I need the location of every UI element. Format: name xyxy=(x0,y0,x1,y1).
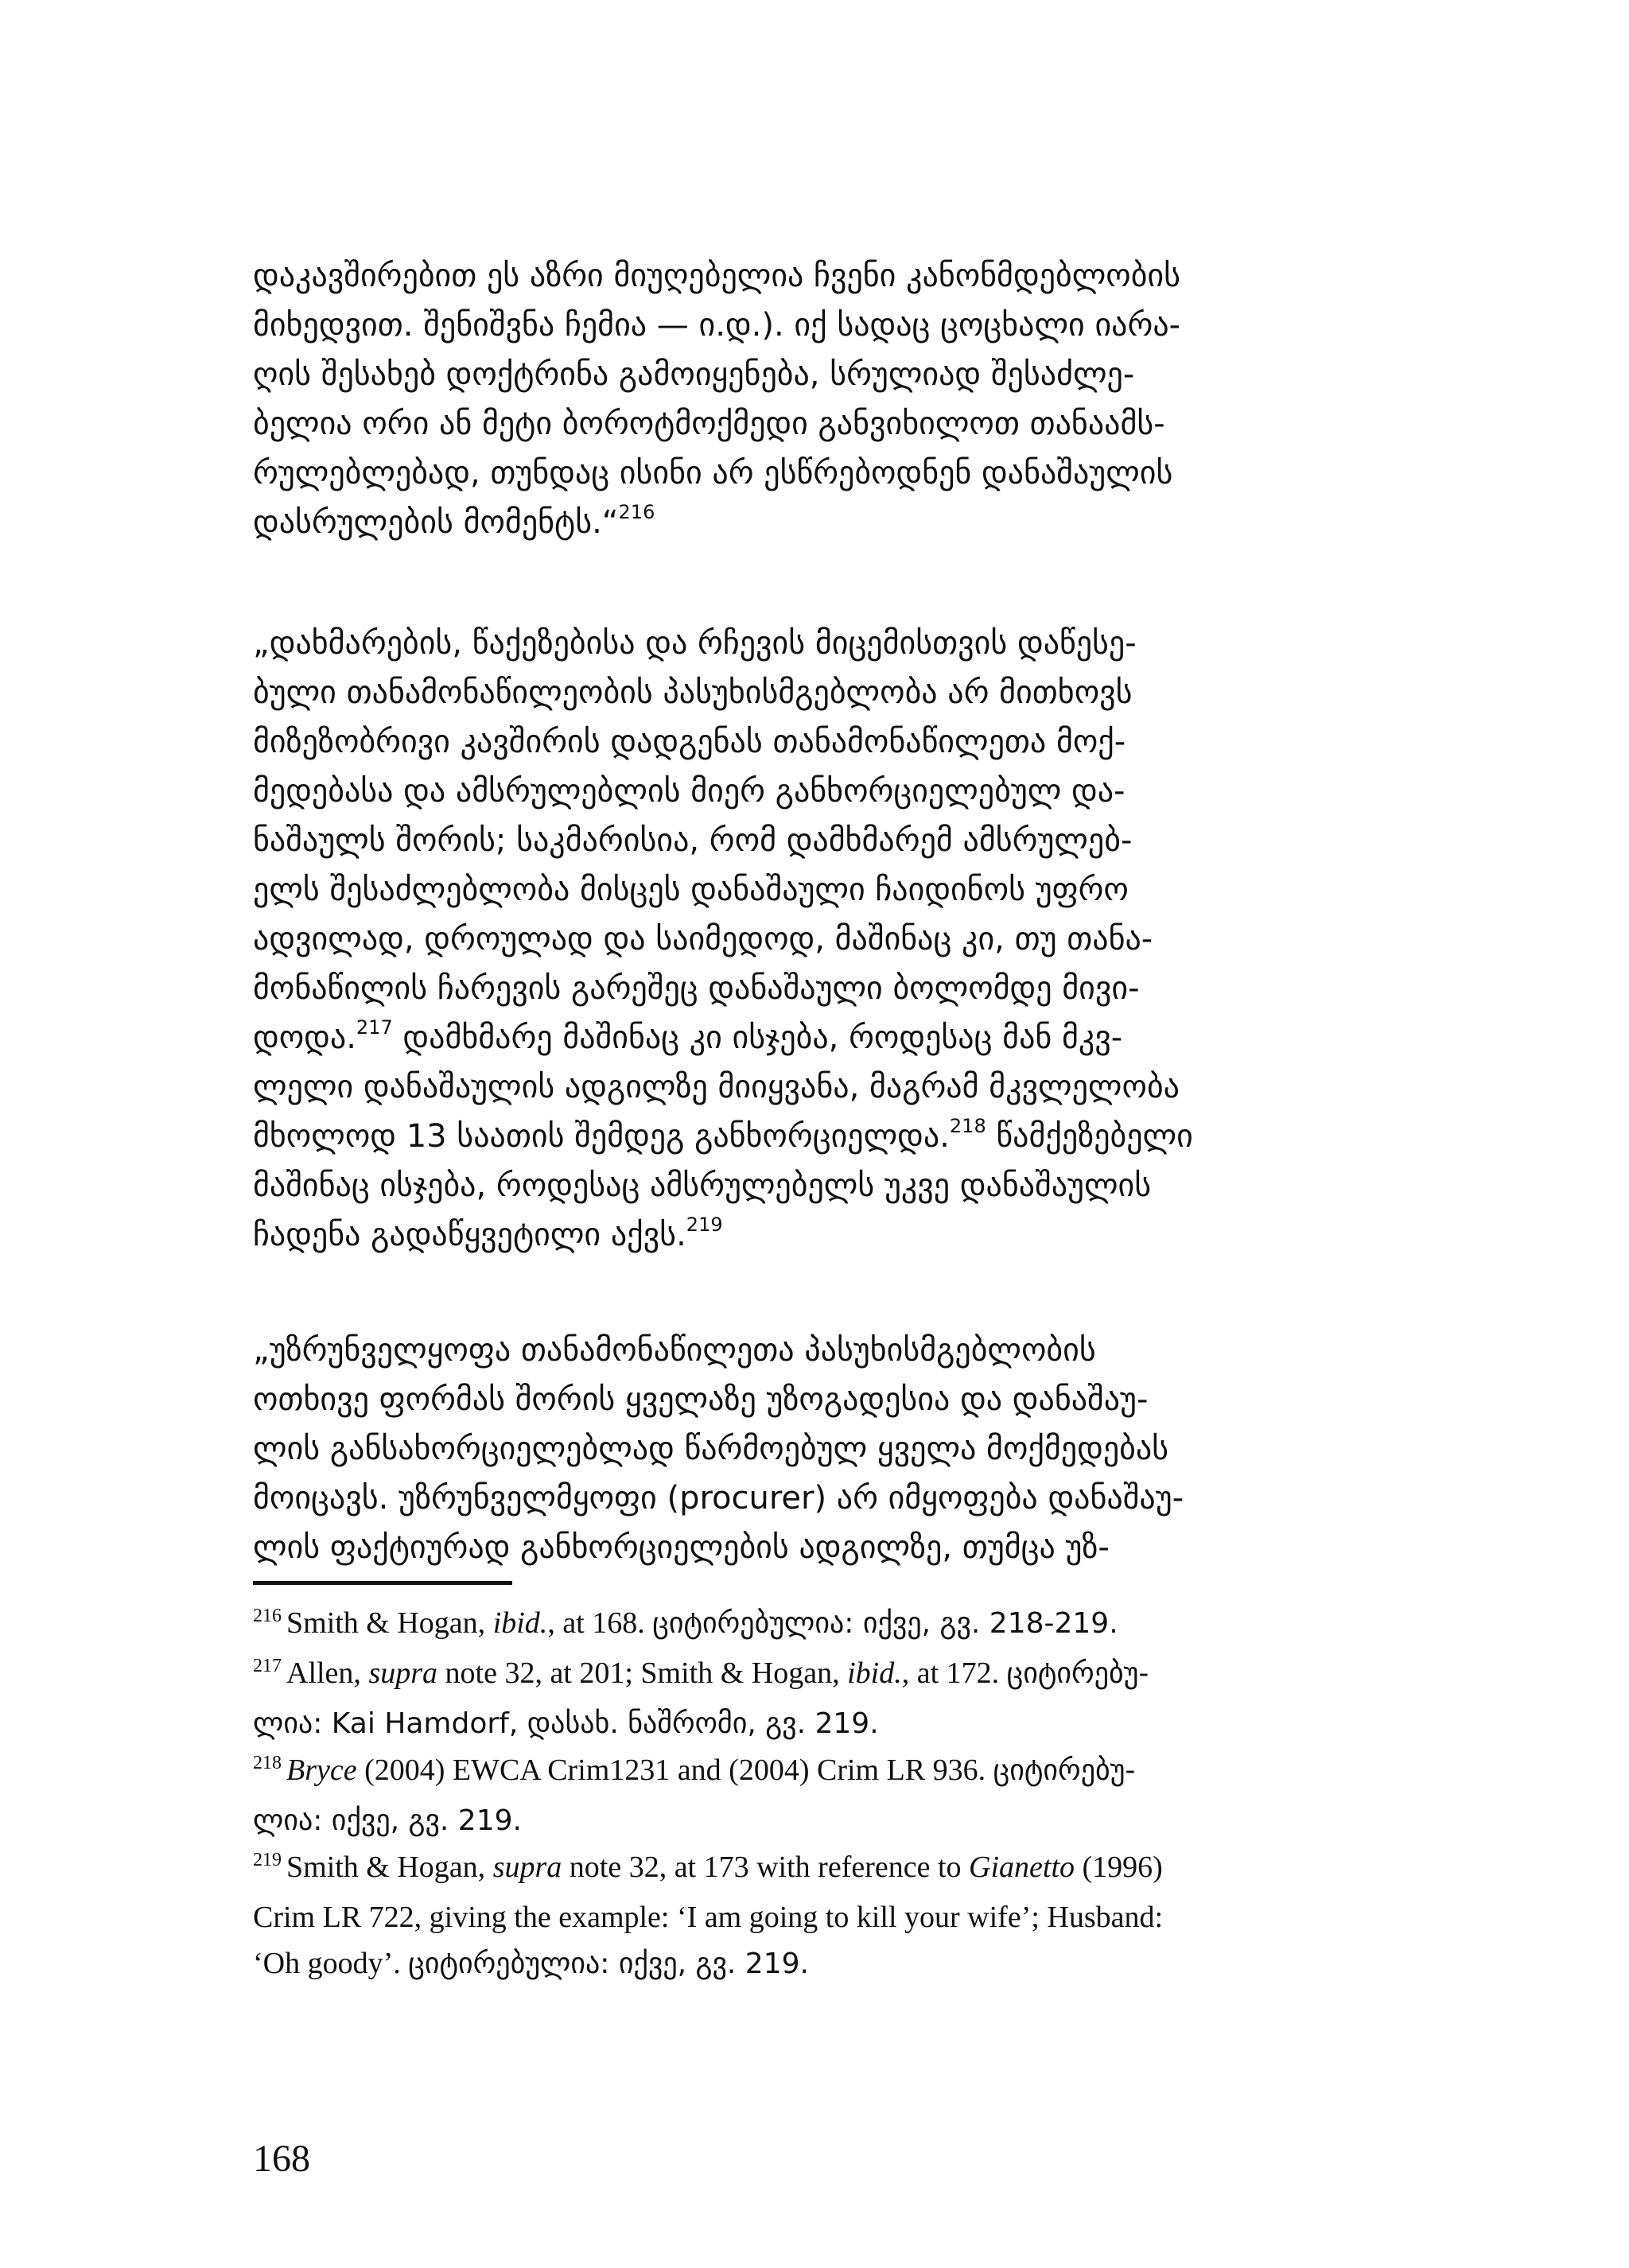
footnote-text: , at 168. xyxy=(547,1606,653,1640)
body-paragraph-1 xyxy=(253,251,1332,547)
footnote-separator xyxy=(253,1581,512,1585)
footnotes-section xyxy=(253,1600,1332,1987)
page-number: 168 xyxy=(253,2138,310,2180)
body-paragraph-3 xyxy=(253,1326,1332,1572)
footnote-216 xyxy=(253,1600,1332,1650)
footnote-text: (1996) Crim LR 722, giving the example: ‘I am going to kill your wife’; Husband: ‘Oh goody’. xyxy=(253,1851,1164,1980)
footnote-ref-219[interactable]: 219 xyxy=(686,1213,723,1236)
footnote-italic: Bryce xyxy=(286,1753,357,1787)
footnote-citation: ციტირებუ- xyxy=(1006,1657,1149,1690)
footnote-italic: Gianetto xyxy=(969,1851,1075,1884)
footnote-ref-217[interactable]: 217 xyxy=(356,1016,393,1039)
footnote-text: note 32, at 173 with reference to xyxy=(562,1851,970,1884)
paragraph-text: დაკავშირებით ეს აზრი მიუღებელია ჩვენი კანონმდებლობის მიხედვით. შენიშვნა ჩემია — ი.დ.). იქ სადაც ცოცხალი იარა- ღის შესახებ დოქტრინა გამოიყენება, სრულიად შესაძლე- ბელია ორი ან მეტი ბოროტმოქმედი განვიხილოთ თანაამს- რულებლებად, თუნდაც ისინი არ ესწრებოდნენ დანაშაულის დასრულების მომენტს.“ xyxy=(253,258,1181,541)
footnote-text: Smith & Hogan, xyxy=(286,1851,493,1884)
footnote-number: 217 xyxy=(253,1656,282,1676)
footnote-text: Allen, xyxy=(286,1656,369,1690)
footnote-number: 218 xyxy=(253,1753,282,1773)
footnote-italic: ibid. xyxy=(847,1656,902,1690)
footnote-citation: ლია: Kai Hamdorf, დასახ. ნაშრომი, გვ. 219. xyxy=(253,1707,879,1740)
footnote-text: , at 172. xyxy=(901,1656,1007,1690)
footnote-citation: ციტირებულია: იქვე, გვ. 218-219. xyxy=(652,1607,1118,1640)
footnote-italic: ibid. xyxy=(492,1606,548,1640)
footnote-citation: ციტირებუ- xyxy=(993,1754,1136,1787)
footnote-219 xyxy=(253,1844,1332,1987)
footnote-text: (2004) EWCA Crim1231 and (2004) Crim LR 936. xyxy=(356,1753,993,1787)
body-paragraph-2 xyxy=(253,619,1332,1260)
footnote-italic: supra xyxy=(492,1851,562,1884)
paragraph-text: წამქეზებელი მაშინაც ისჯება, როდესაც ამსრულებელს უკვე დანაშაულის ჩადენა გადაწყვეტილი აქვს. xyxy=(253,1118,1193,1253)
footnote-ref-218[interactable]: 218 xyxy=(949,1114,986,1137)
footnote-ref-216[interactable]: 216 xyxy=(618,500,655,523)
paragraph-text: „უზრუნველყოფა თანამონაწილეთა პასუხისმგებლობის ოთხივე ფორმას შორის ყველაზე უზოგადესია და დანაშაუ- ლის განსახორციელებლად წარმოებულ ყველა მოქმედებას მოიცავს. უზრუნველმყოფი (procurer) არ იმყოფება დანაშაუ- ლის ფაქტიურად განხორციელების ადგილზე, თუმცა უზ- xyxy=(253,1332,1184,1566)
footnote-number: 216 xyxy=(253,1606,282,1626)
footnote-italic: supra xyxy=(368,1656,438,1690)
paragraph-text: დამხმარე მაშინაც კი ისჯება, როდესაც მან მკვ- ლელი დანაშაულის ადგილზე მიიყვანა, მაგრამ მკვლელობა მხოლოდ 13 საათის შემდეგ განხორციელდა. xyxy=(253,1019,1180,1155)
footnote-218 xyxy=(253,1747,1332,1844)
footnote-text: note 32, at 201; Smith & Hogan, xyxy=(437,1656,848,1690)
footnote-217 xyxy=(253,1650,1332,1747)
footnote-text: Smith & Hogan, xyxy=(286,1606,493,1640)
paragraph-text: „დახმარების, წაქეზებისა და რჩევის მიცემისთვის დაწესე- ბული თანამონაწილეობის პასუხისმგებლობა არ მითხოვს მიზეზობრივი კავშირის დადგენას თანამონაწილეთა მოქ- მედებასა და ამსრულებლის მიერ განხორციელებულ და- ნაშაულს შორის; საკმარისია, რომ დამხმარემ ამსრულებ- ელს შესაძლებლობა მისცეს დანაშაული ჩაიდინოს უფრო ადვილად, დროულად და საიმედოდ, მაშინაც კი, თუ თანა- მონაწილის ჩარევის გარეშეც დანაშაული ბოლომდე მივი- დოდა. xyxy=(253,625,1153,1056)
footnote-citation: ციტირებულია: იქვე, გვ. 219. xyxy=(408,1948,809,1980)
footnote-number: 219 xyxy=(253,1850,282,1870)
footnote-citation: ლია: იქვე, გვ. 219. xyxy=(253,1804,522,1837)
